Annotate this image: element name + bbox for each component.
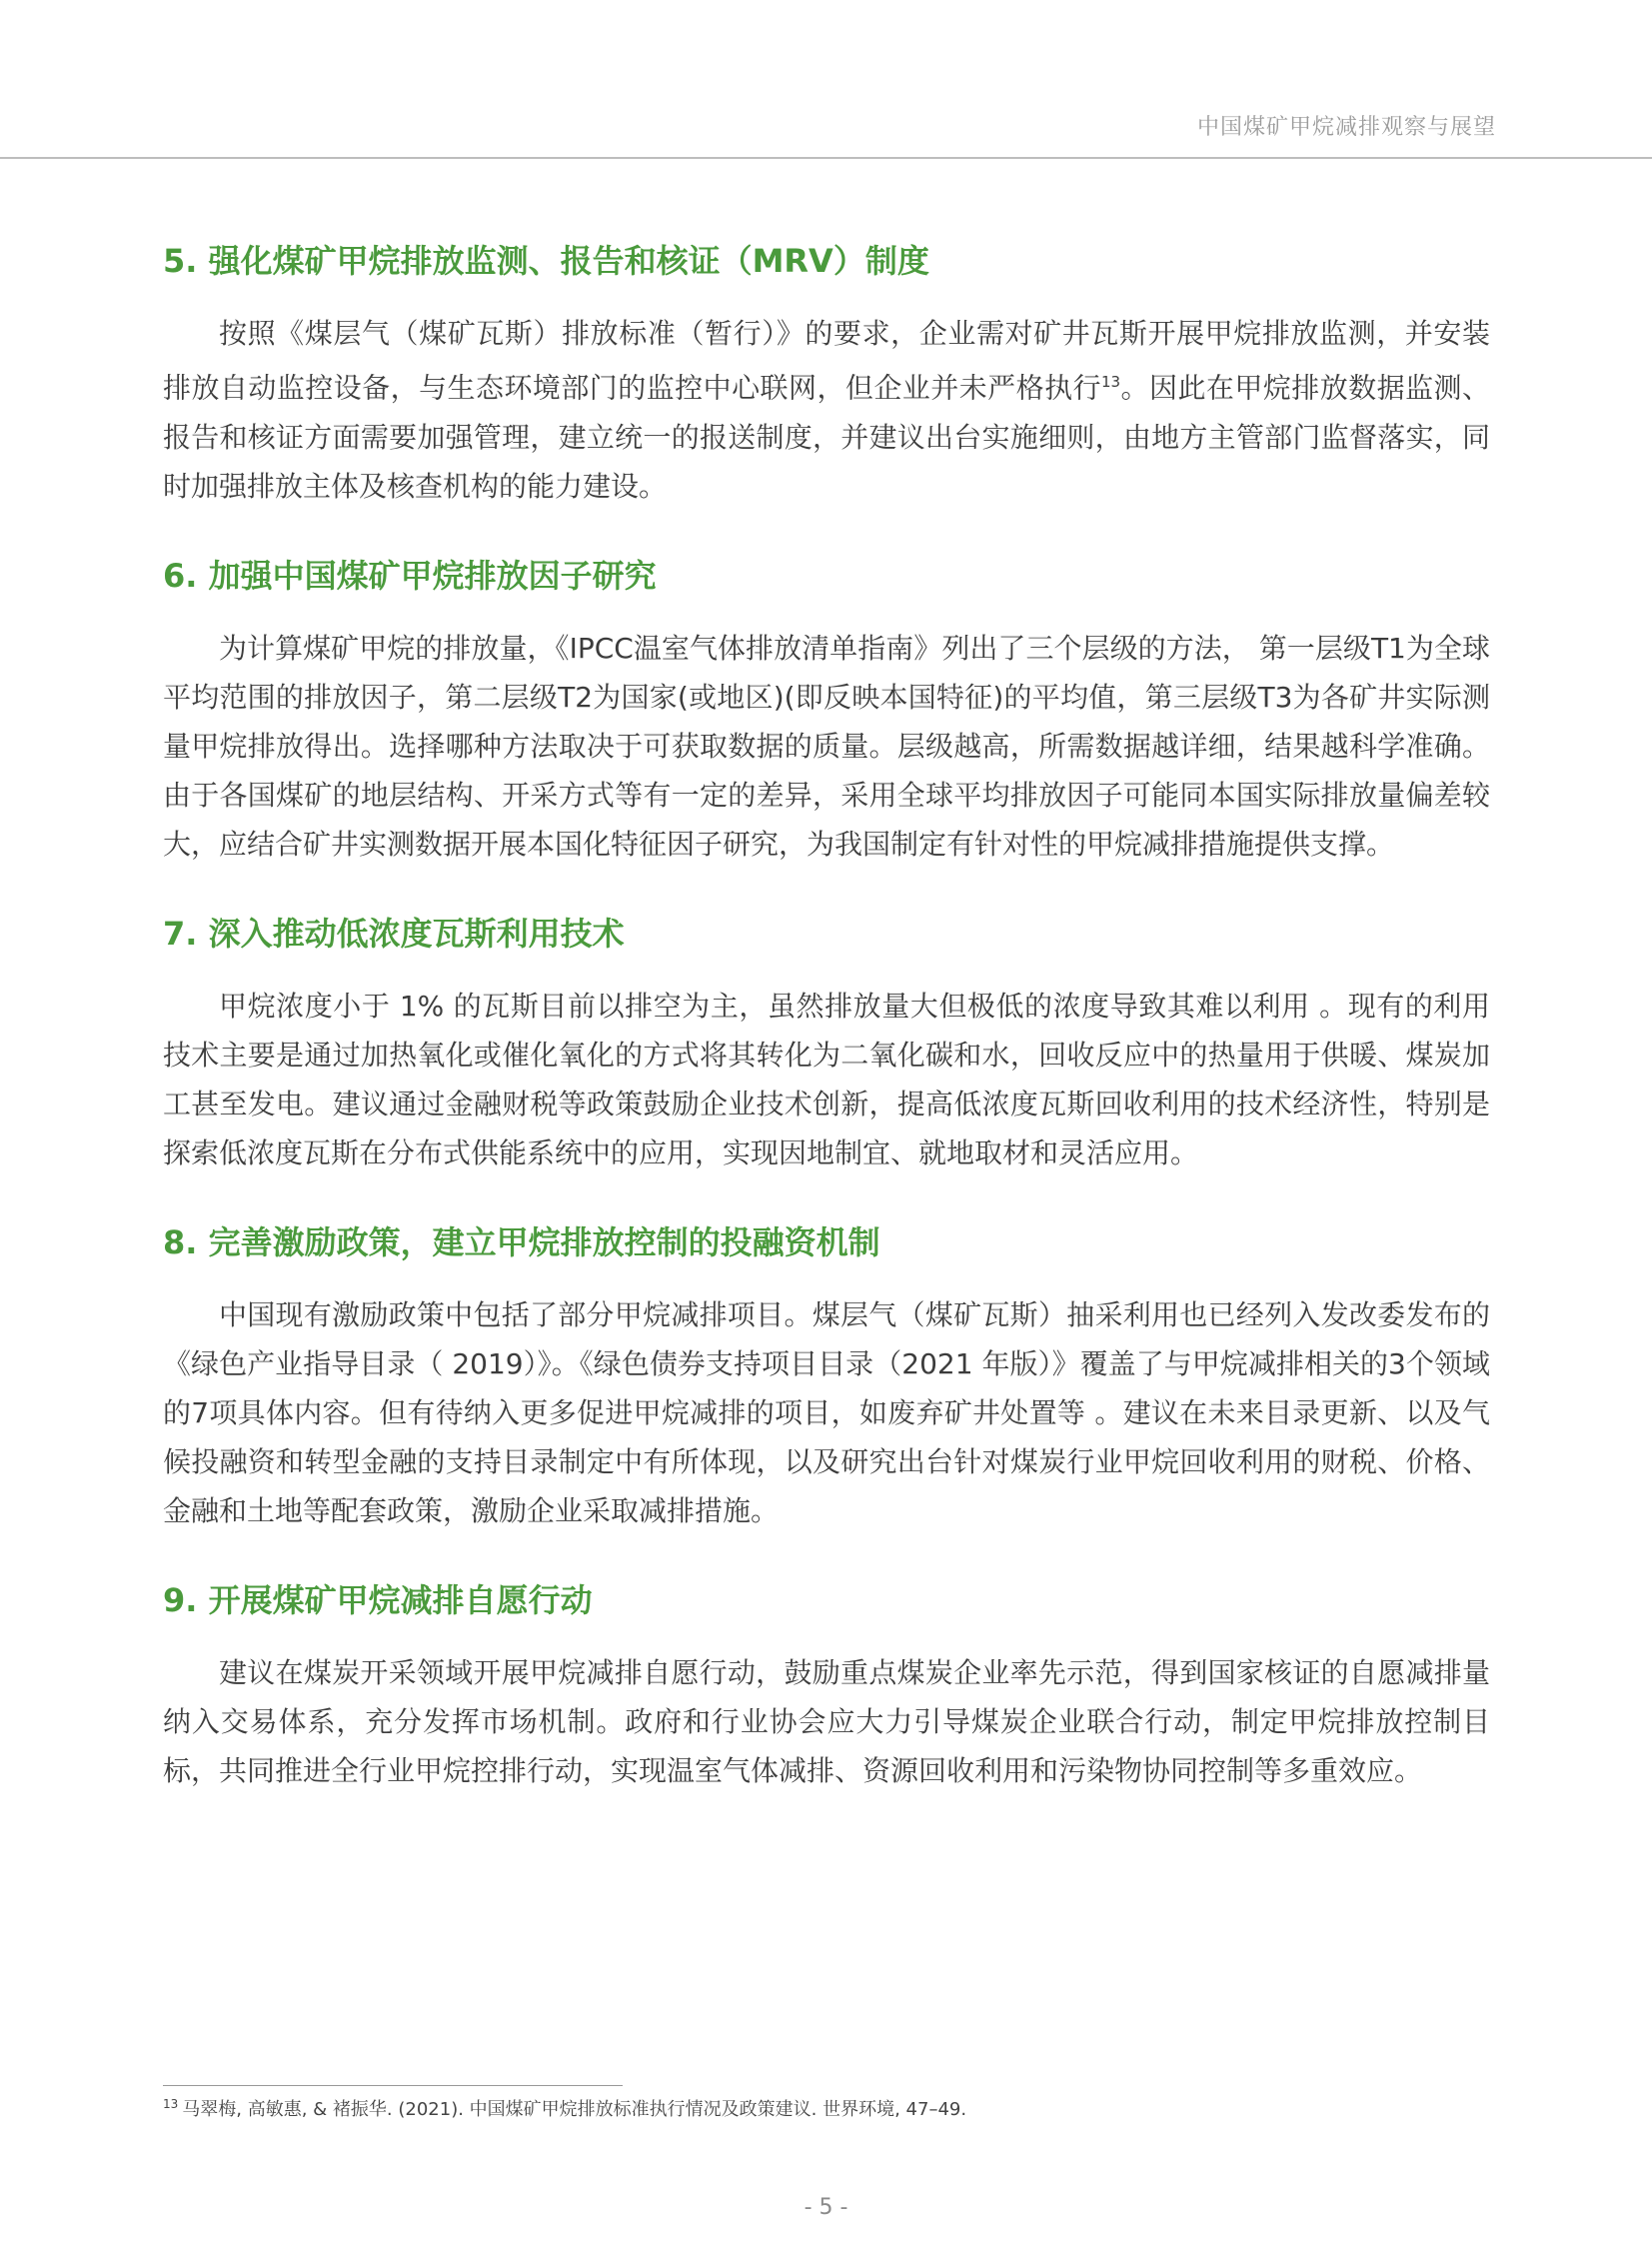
section-9: [163, 1579, 1490, 1795]
section-9-paragraph: 建议在煤炭开采领域开展甲烷减排自愿行动，鼓励重点煤炭企业率先示范，得到国家核证的自愿减排量纳入交易体系，充分发挥市场机制。政府和行业协会应大力引导煤炭企业联合行动，制定甲烷排放控制目标，共同推进全行业甲烷控排行动，实现温室气体减排、资源回收利用和污染物协同控制等多重效应。: [163, 1656, 1490, 1788]
section-5-text-before: 按照《煤层气（煤矿瓦斯）排放标准（暂行）》的要求，企业需对矿井瓦斯开展甲烷排放监测，并安装排放自动监控设备，与生态环境部门的监控中心联网，但企业并未严格执行: [163, 317, 1490, 405]
section-5-paragraph: [163, 309, 1490, 510]
section-5: [163, 240, 1490, 511]
running-header-title: 中国煤矿甲烷减排观察与展望: [1196, 115, 1496, 140]
footnote-divider: [163, 2085, 623, 2086]
section-5-text-after: 。因此在甲烷排放数据监测、报告和核证方面需要加强管理，建立统一的报送制度，并建议出台实施细则，由地方主管部门监督落实，同时加强排放主体及核查机构的能力建设。: [163, 371, 1490, 503]
section-7: [163, 913, 1490, 1177]
section-7-paragraph: 甲烷浓度小于 1% 的瓦斯目前以排空为主，虽然排放量大但极低的浓度导致其难以利用 。现有的利用技术主要是通过加热氧化或催化氧化的方式将其转化为二氧化碳和水，回收反应中的热量用于供暖、煤炭加工甚至发电。建议通过金融财税等政策鼓励企业技术创新，提高低浓度瓦斯回收利用的技术经济性，特别是探索低浓度瓦斯在分布式供能系统中的应用，实现因地制宜、就地取材和灵活应用。: [163, 989, 1490, 1169]
footnote: [163, 2095, 1490, 2121]
section-8: [163, 1221, 1490, 1535]
page-number: - 5 -: [804, 2195, 848, 2220]
footnote-text: 马翠梅, 高敏惠, & 褚振华. (2021). 中国煤矿甲烷排放标准执行情况及政策建议. 世界环境, 47–49.: [182, 2099, 967, 2120]
section-8-paragraph: 中国现有激励政策中包括了部分甲烷减排项目。煤层气（煤矿瓦斯）抽采利用也已经列入发改委发布的《绿色产业指导目录（ 2019）》。《绿色债券支持项目目录（2021 年版）》覆盖了与甲烷减排相关的3个领域的7项具体内容。但有待纳入更多促进甲烷减排的项目，如废弃矿井处置等 。建议在未来目录更新、以及气候投融资和转型金融的支持目录制定中有所体现，以及研究出台针对煤炭行业甲烷回收利用的财税、价格、金融和土地等配套政策，激励企业采取减排措施。: [163, 1298, 1490, 1528]
footnote-number: 13: [163, 2097, 179, 2111]
section-6-title: 6. 加强中国煤矿甲烷排放因子研究: [163, 556, 657, 595]
section-6: [163, 555, 1490, 869]
main-content: [163, 240, 1490, 1839]
section-5-title: 5. 强化煤矿甲烷排放监测、报告和核证（MRV）制度: [163, 242, 929, 280]
header-divider: [0, 157, 1652, 159]
section-7-title: 7. 深入推动低浓度瓦斯利用技术: [163, 914, 625, 953]
section-9-title: 9. 开展煤矿甲烷减排自愿行动: [163, 1581, 593, 1620]
section-8-title: 8. 完善激励政策，建立甲烷排放控制的投融资机制: [163, 1222, 880, 1261]
footnote-reference[interactable]: 13: [1100, 373, 1121, 392]
section-6-paragraph: 为计算煤矿甲烷的排放量，《IPCC温室气体排放清单指南》列出了三个层级的方法， 第一层级T1为全球平均范围的排放因子，第二层级T2为国家(或地区)(即反映本国特征)的平均值，第三层级T3为各矿井实际测量甲烷排放得出。选择哪种方法取决于可获取数据的质量。层级越高，所需数据越详细，结果越科学准确。由于各国煤矿的地层结构、开采方式等有一定的差异，采用全球平均排放因子可能同本国实际排放量偏差较大，应结合矿井实测数据开展本国化特征因子研究，为我国制定有针对性的甲烷减排措施提供支撑。: [163, 631, 1490, 861]
